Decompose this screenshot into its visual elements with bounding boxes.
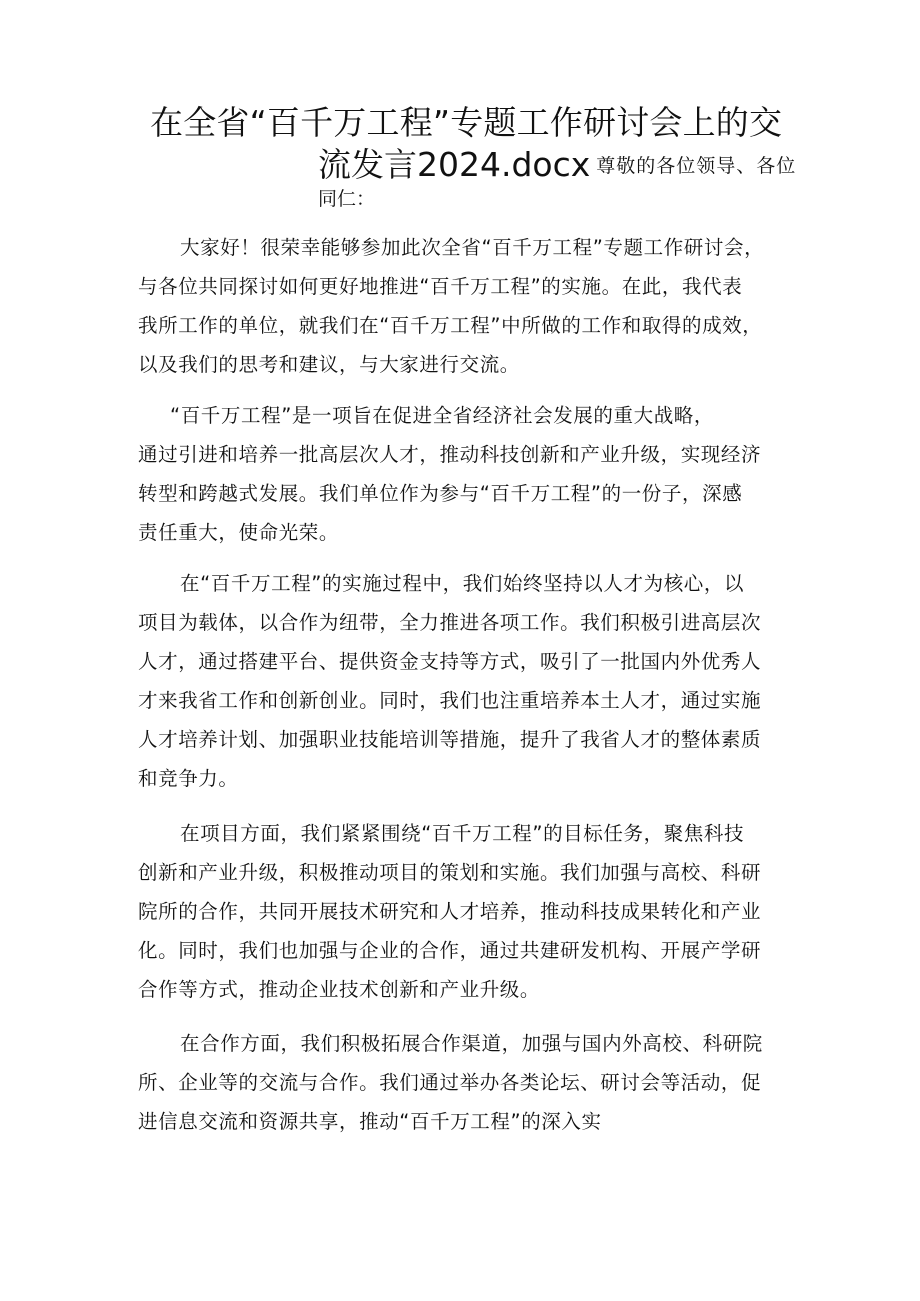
paragraph-line: 转型和跨越式发展。我们单位作为参与“百千万工程”的一份子，深感 [138,482,743,505]
paragraph-line: 以及我们的思考和建议，与大家进行交流。 [138,353,520,376]
paragraph-line: 在“百千万工程”的实施过程中，我们始终坚持以人才为核心，以 [180,572,745,595]
paragraph-line: 创新和产业升级，积极推动项目的策划和实施。我们加强与高校、科研 [138,861,762,884]
paragraph-line: 项目为载体，以合作为纽带，全力推进各项工作。我们积极引进高层次 [138,611,762,634]
paragraph-3 [138,564,778,798]
paragraph-4 [138,814,778,1009]
paragraph-line: 进信息交流和资源共享，推动“百千万工程”的深入实 [138,1110,602,1133]
salutation-line-2: 同仁： [318,188,376,210]
paragraph-line: 所、企业等的交流与合作。我们通过举办各类论坛、研讨会等活动，促 [138,1071,762,1094]
paragraph-line: 通过引进和培养一批高层次人才，推动科技创新和产业升级，实现经济 [138,443,762,466]
paragraph-line: 人才，通过搭建平台、提供资金支持等方式，吸引了一批国内外优秀人 [138,650,762,673]
paragraph-line: 和竞争力。 [138,767,239,790]
paragraph-line: 与各位共同探讨如何更好地推进“百千万工程”的实施。在此，我代表 [138,275,743,298]
paragraph-line: 合作等方式，推动企业技术创新和产业升级。 [138,978,541,1001]
paragraph-line: 才来我省工作和创新创业。同时，我们也注重培养本土人才，通过实施 [138,689,762,712]
paragraph-line: 在项目方面，我们紧紧围绕“百千万工程”的目标任务，聚焦科技 [180,822,745,845]
paragraph-1 [138,228,778,384]
document-title-line-1: 在全省“百千万工程”专题工作研讨会上的交 [150,103,783,142]
paragraph-2 [138,396,778,552]
paragraph-line: 院所的合作，共同开展技术研究和人才培养，推动科技成果转化和产业 [138,900,762,923]
paragraph-line: 大家好！很荣幸能够参加此次全省“百千万工程”专题工作研讨会， [180,236,765,259]
paragraph-line: “百千万工程”是一项旨在促进全省经济社会发展的重大战略， [170,404,715,427]
paragraph-line: 责任重大，使命光荣。 [138,521,340,544]
paragraph-line: 人才培养计划、加强职业技能培训等措施，提升了我省人才的整体素质 [138,728,762,751]
paragraph-line: 化。同时，我们也加强与企业的合作，通过共建研发机构、开展产学研 [138,939,762,962]
paragraph-line: 我所工作的单位，就我们在“百千万工程”中所做的工作和取得的成效， [138,314,763,337]
paragraph-line: 在合作方面，我们积极拓展合作渠道，加强与国内外高校、科研院 [180,1032,763,1055]
document-title-filename: 流发言2024.docx [318,145,591,184]
document-title-line-2 [318,145,796,186]
paragraph-5 [138,1024,778,1141]
salutation-line-1: 尊敬的各位领导、各位 [596,155,797,177]
